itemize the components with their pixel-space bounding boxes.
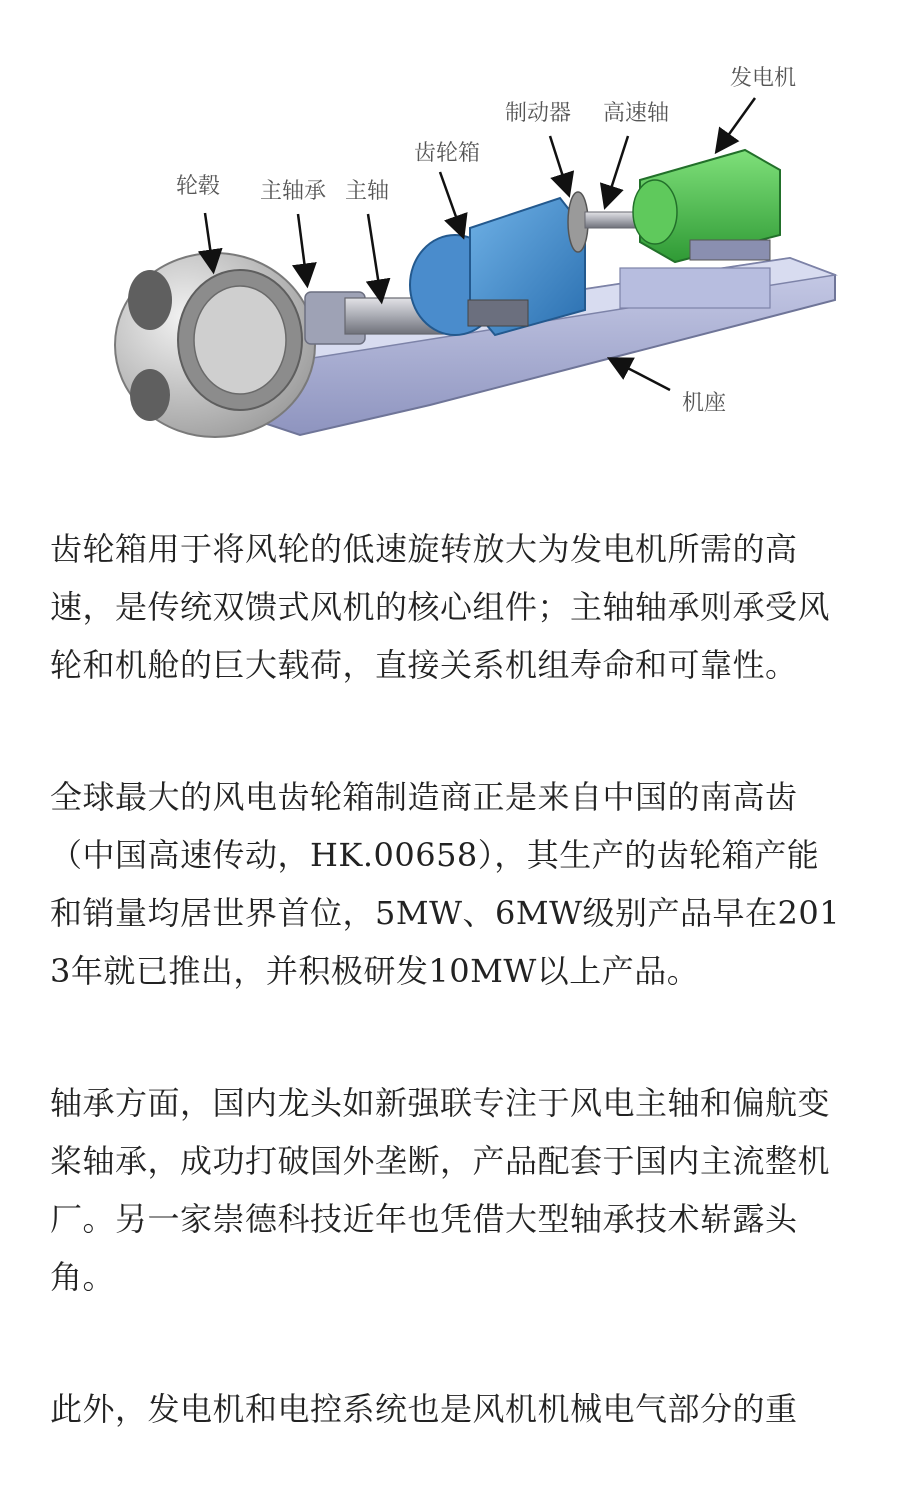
paragraph-generator-electrical: 此外，发电机和电控系统也是风机机械电气部分的重 <box>50 1390 798 1428</box>
article-body <box>50 520 850 1512</box>
hub-shape <box>115 253 315 437</box>
label-hub: 轮毂 <box>176 174 221 199</box>
label-main-shaft: 主轴 <box>345 179 390 204</box>
paragraph-bearing-makers: 轴承方面，国内龙头如新强联专注于风电主轴和偏航变桨轴承，成功打破国外垄断，产品配套于国内主流整机厂。另一家崇德科技近年也凭借大型轴承技术崭露头角。 <box>50 1084 831 1296</box>
label-main-bearing: 主轴承 <box>260 179 327 204</box>
label-generator: 发电机 <box>730 66 797 91</box>
wind-turbine-drivetrain-figure <box>0 0 900 480</box>
drivetrain-illustration <box>0 0 900 480</box>
gearbox-shape <box>410 198 585 335</box>
generator-shape <box>633 150 780 262</box>
label-gearbox: 齿轮箱 <box>414 141 481 166</box>
label-brake: 制动器 <box>505 101 572 126</box>
label-bedplate: 机座 <box>682 391 727 416</box>
label-high-speed-shaft: 高速轴 <box>603 101 670 126</box>
paragraph-nangao-gear: 全球最大的风电齿轮箱制造商正是来自中国的南高齿（中国高速传动，HK.00658），其生产的齿轮箱产能和销量均居世界首位，5MW、6MW级别产品早在2013年就已推出，并积极研发10MW以上产品。 <box>50 778 841 990</box>
paragraph-gearbox-bearing: 齿轮箱用于将风轮的低速旋转放大为发电机所需的高速，是传统双馈式风机的核心组件；主轴轴承则承受风轮和机舱的巨大载荷，直接关系机组寿命和可靠性。 <box>50 530 831 684</box>
